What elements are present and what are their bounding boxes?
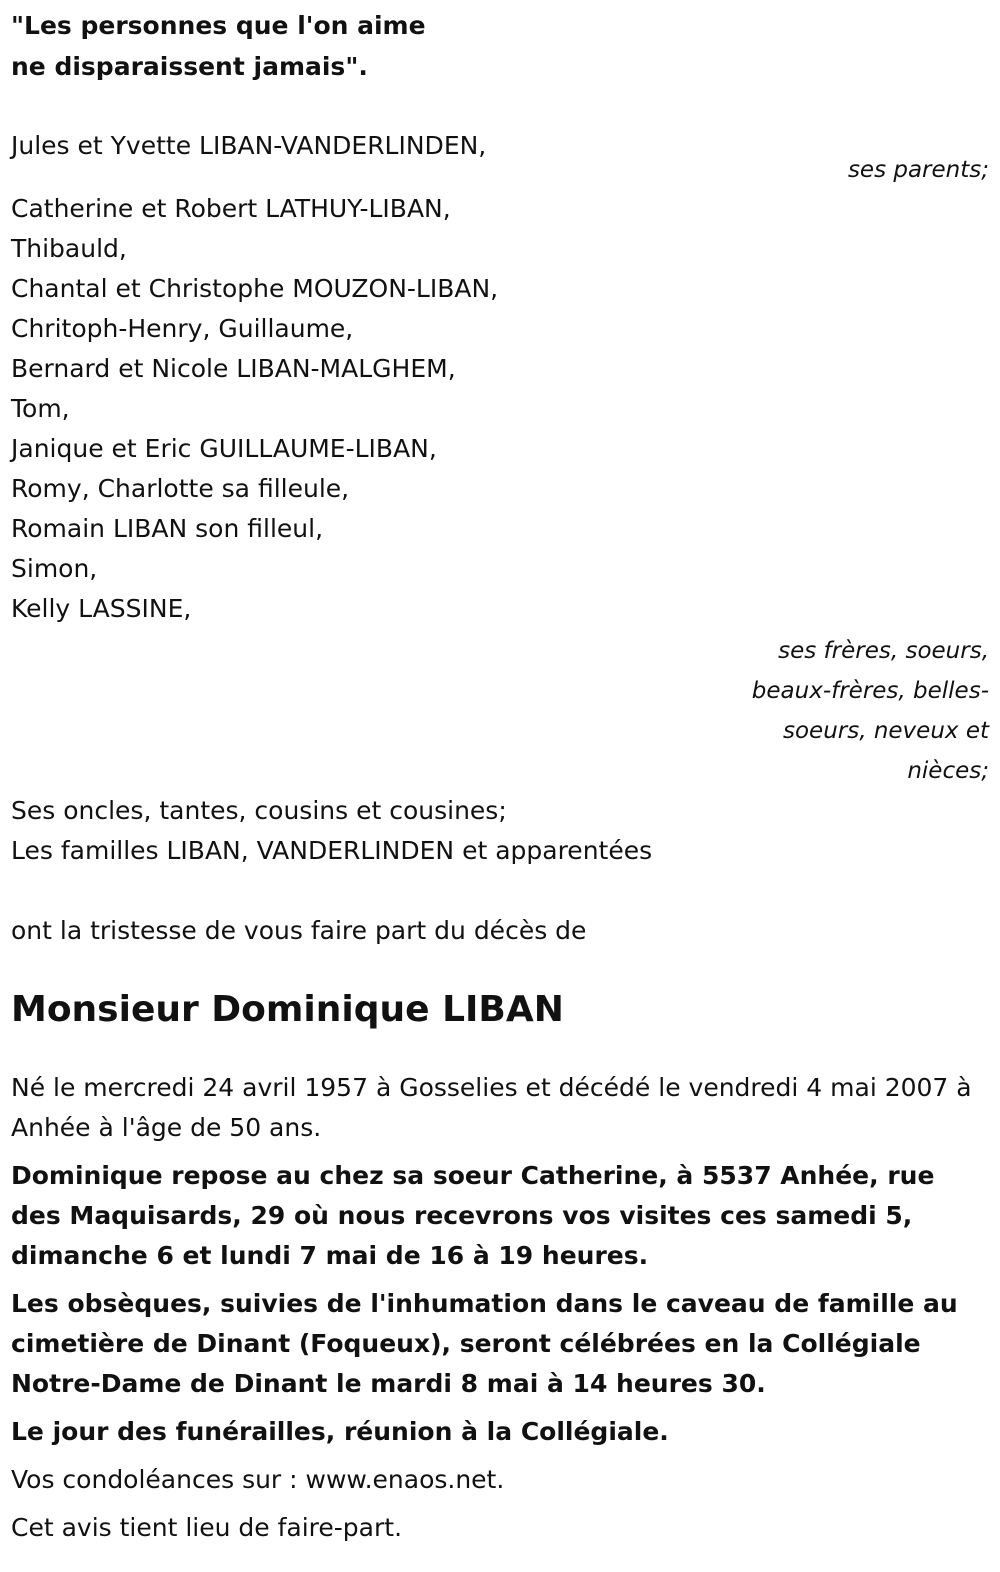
extended-line-1: Ses oncles, tantes, cousins et cousines; [11,796,507,825]
sibling-line: Chantal et Christophe MOUZON-LIBAN, [11,274,499,303]
obituary-notice [11,0,989,1556]
sibling-line: Kelly LASSINE, [11,594,192,623]
siblings-section [11,189,989,791]
siblings-role-line: nièces; [907,758,989,784]
sibling-line: Thibauld, [11,234,127,263]
deceased-name: Monsieur Dominique LIBAN [11,989,564,1030]
quote-line-2: ne disparaissent jamais". [11,52,368,81]
parents-section [11,126,989,190]
sibling-line: Janique et Eric GUILLAUME-LIBAN, [11,434,437,463]
condolences-paragraph: Vos condoléances sur : www.enaos.net. [11,1465,505,1494]
sibling-line: Romain LIBAN son filleul, [11,514,324,543]
sibling-line: Catherine et Robert LATHUY-LIBAN, [11,194,451,223]
parents-names: Jules et Yvette LIBAN-VANDERLINDEN, [11,131,487,160]
quote-line-1: "Les personnes que l'on aime [11,11,426,40]
extended-family-section [11,791,989,871]
announcement-text: ont la tristesse de vous faire part du décès de [11,916,587,945]
birth-death-paragraph: Né le mercredi 24 avril 1957 à Gosselies et décédé le vendredi 4 mai 2007 à Anhée à l'âge de 50 ans. [11,1073,972,1142]
sibling-line: Simon, [11,554,98,583]
siblings-role-line: beaux-frères, belles- [751,678,989,704]
extended-line-2: Les familles LIBAN, VANDERLINDEN et apparentées [11,836,653,865]
parents-role: ses parents; [847,157,989,183]
siblings-role-line: ses frères, soeurs, [778,638,989,664]
siblings-role-line: soeurs, neveux et [782,718,989,744]
visits-paragraph: Dominique repose au chez sa soeur Catherine, à 5537 Anhée, rue des Maquisards, 29 où nous recevrons vos visites ces samedi 5, dimanche 6 et lundi 7 mai de 16 à 19 heures. [11,1161,935,1270]
sibling-line: Bernard et Nicole LIBAN-MALGHEM, [11,354,456,383]
funeral-paragraph: Les obsèques, suivies de l'inhumation dans le caveau de famille au cimetière de Dinant (Foqueux), seront célébrées en la Collégiale Notre-Dame de Dinant le mardi 8 mai à 14 heures 30. [11,1289,958,1398]
meeting-paragraph: Le jour des funérailles, réunion à la Collégiale. [11,1417,669,1446]
sibling-line: Tom, [11,394,70,423]
sibling-line: Chritoph-Henry, Guillaume, [11,314,354,343]
sibling-line: Romy, Charlotte sa filleule, [11,474,350,503]
notice-paragraph: Cet avis tient lieu de faire-part. [11,1513,403,1542]
